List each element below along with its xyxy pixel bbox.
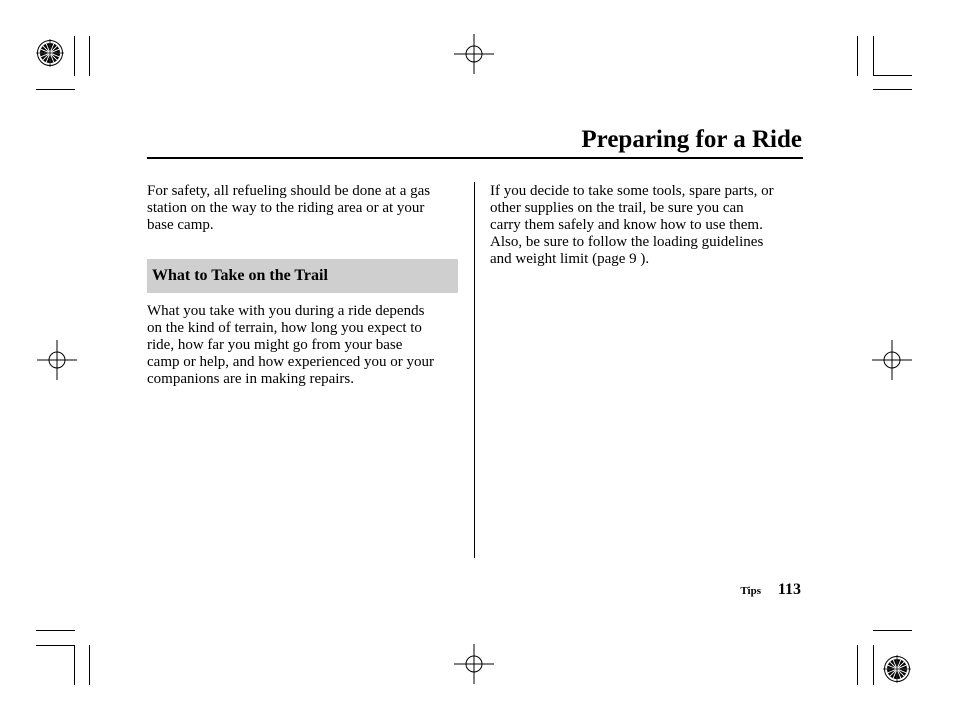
- crop-mark-icon: [74, 645, 75, 685]
- crop-mark-icon: [89, 36, 90, 76]
- right-column-paragraph: If you decide to take some tools, spare parts, or other supplies on the trail, be sure you can carry them safely and know how to use them. Also, be sure to follow the loading guidelines and weight limit (page 9 ).: [490, 183, 774, 267]
- registration-target-icon: [36, 39, 64, 67]
- crop-mark-icon: [873, 36, 874, 76]
- crop-mark-icon: [873, 89, 912, 90]
- crop-mark-icon: [36, 630, 75, 631]
- section-heading: What to Take on the Trail: [152, 267, 328, 284]
- crop-mark-icon: [74, 36, 75, 76]
- crosshair-icon: [872, 340, 912, 380]
- page-title: Preparing for a Ride: [581, 126, 802, 153]
- crop-mark-icon: [873, 645, 874, 685]
- crop-mark-icon: [36, 89, 75, 90]
- crop-mark-icon: [873, 75, 912, 76]
- crosshair-icon: [454, 34, 494, 74]
- title-rule: [147, 157, 803, 159]
- crop-mark-icon: [89, 645, 90, 685]
- section-heading-band: [147, 259, 458, 293]
- crop-mark-icon: [873, 630, 912, 631]
- crop-mark-icon: [857, 645, 858, 685]
- page-number: 113: [777, 581, 801, 598]
- crop-mark-icon: [857, 36, 858, 76]
- section-paragraph: What you take with you during a ride depends on the kind of terrain, how long you expect to ride, how far you might go from your base camp or help, and how experienced you or your companions are in making repairs.: [147, 303, 434, 387]
- crop-mark-icon: [36, 645, 75, 646]
- footer-section-label: Tips: [740, 585, 761, 597]
- registration-target-icon: [883, 655, 911, 683]
- intro-paragraph: For safety, all refueling should be done at a gas station on the way to the riding area or at your base camp.: [147, 183, 431, 233]
- crosshair-icon: [454, 644, 494, 684]
- crosshair-icon: [37, 340, 77, 380]
- column-divider: [474, 182, 475, 558]
